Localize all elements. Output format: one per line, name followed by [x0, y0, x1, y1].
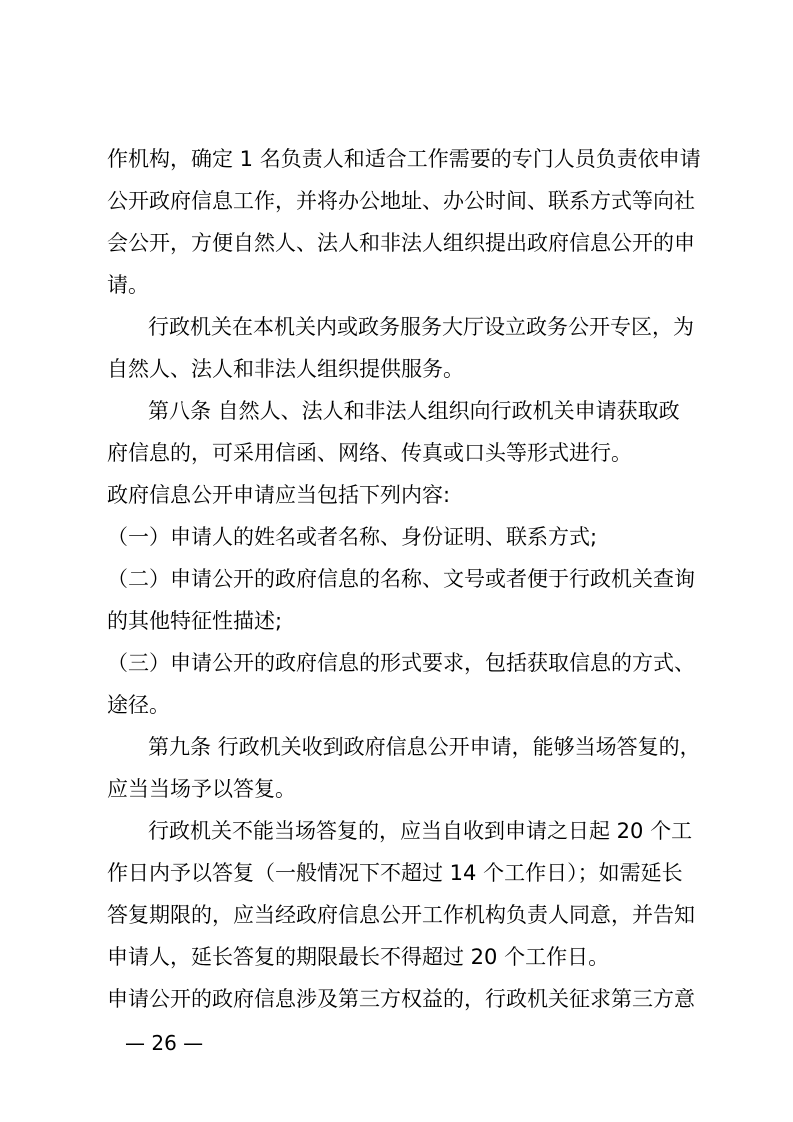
text-line-7: 第八条 自然人、法人和非法人组织向行政机关申请获取政 — [148, 399, 680, 423]
text-line-10: （一）申请人的姓名或者名称、身份证明、联系方式; — [107, 525, 598, 549]
text-line-21: 申请公开的政府信息涉及第三方权益的，行政机关征求第三方意 — [107, 987, 695, 1011]
text-line-5: 行政机关在本机关内或政务服务大厅设立政务公开专区，为 — [148, 315, 694, 339]
text-line-8: 府信息的，可采用信函、网络、传真或口头等形式进行。 — [107, 441, 632, 465]
text-line-18: 作日内予以答复（一般情况下不超过 14 个工作日）；如需延长 — [107, 861, 683, 885]
text-line-3: 会公开，方便自然人、法人和非法人组织提出政府信息公开的申 — [107, 231, 695, 255]
text-line-1: 作机构，确定 1 名负责人和适合工作需要的专门人员负责依申请 — [107, 147, 701, 171]
text-line-20: 申请人，延长答复的期限最长不得超过 20 个工作日。 — [107, 945, 610, 969]
text-line-15: 第九条 行政机关收到政府信息公开申请，能够当场答复的， — [148, 735, 701, 759]
text-line-17: 行政机关不能当场答复的，应当自收到申请之日起 20 个工 — [148, 819, 693, 843]
text-line-14: 途径。 — [107, 693, 170, 717]
text-line-16: 应当当场予以答复。 — [107, 777, 296, 801]
page-number: — 26 — — [125, 1031, 204, 1055]
text-line-9: 政府信息公开申请应当包括下列内容: — [107, 483, 451, 507]
text-line-4: 请。 — [107, 273, 149, 297]
text-line-19: 答复期限的，应当经政府信息公开工作机构负责人同意，并告知 — [107, 903, 695, 927]
text-line-6: 自然人、法人和非法人组织提供服务。 — [107, 357, 464, 381]
text-line-11: （二）申请公开的政府信息的名称、文号或者便于行政机关查询 — [107, 567, 695, 591]
text-line-13: （三）申请公开的政府信息的形式要求，包括获取信息的方式、 — [107, 651, 695, 675]
text-line-2: 公开政府信息工作，并将办公地址、办公时间、联系方式等向社 — [107, 189, 695, 213]
text-line-12: 的其他特征性描述; — [107, 609, 283, 633]
